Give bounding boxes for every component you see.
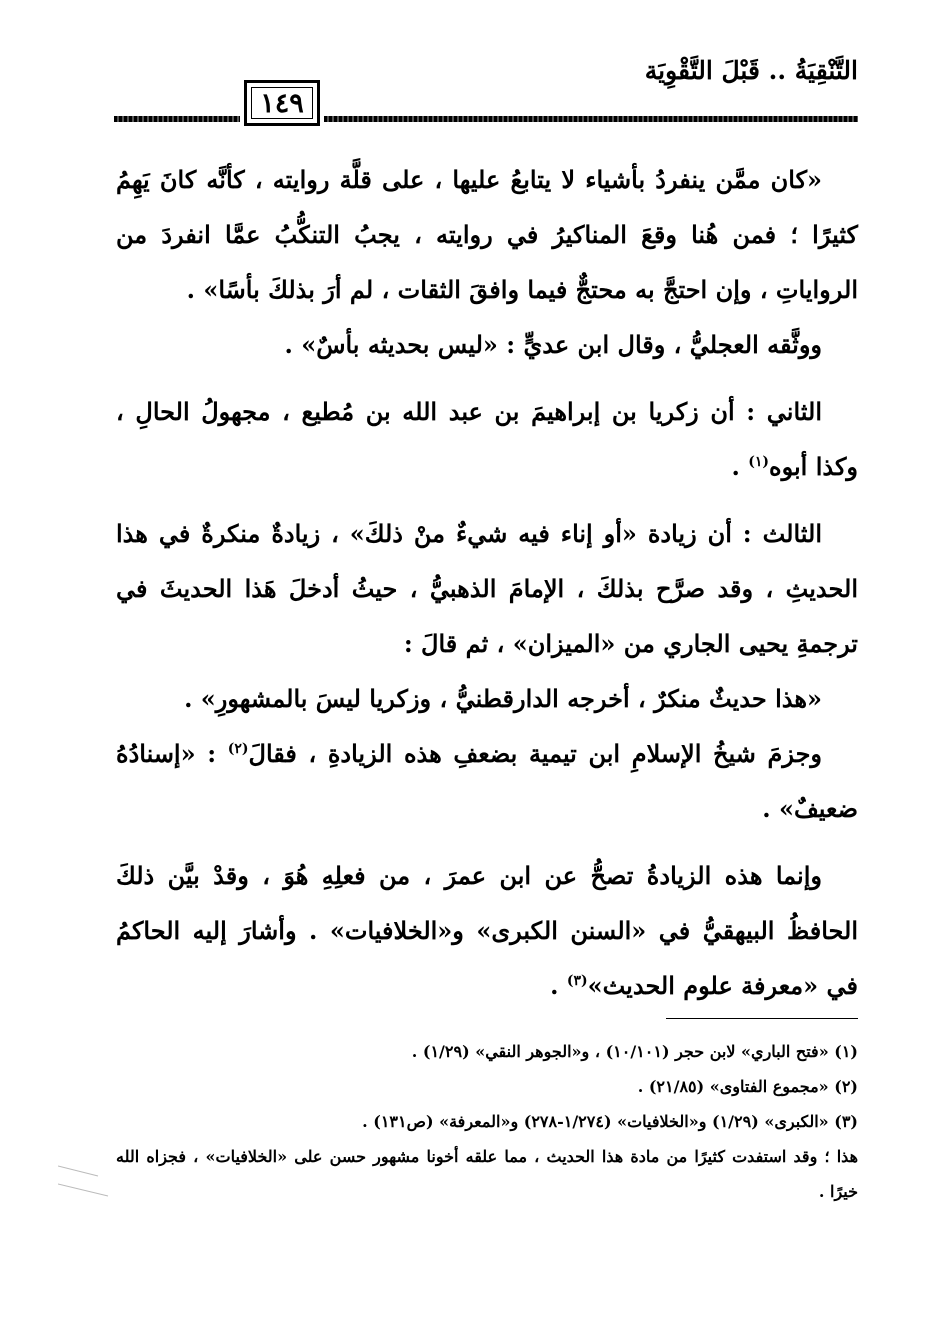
footnote-2: (٢) «مجموع الفتاوى» (٢١/٨٥) . bbox=[637, 1077, 858, 1096]
paragraph-tail: . bbox=[550, 971, 567, 1000]
header-rule-right bbox=[324, 116, 858, 122]
paragraph-text-before: : أن زيادة bbox=[636, 519, 752, 548]
paragraph-text: وإنما هذه الزيادةُ تصحُّ عن ابن عمرَ ، من فعلِهِ هُوَ ، وقدْ بيَّن ذلكَ الحافظُ البيهقيُّ في «السنن الكبرى» و«الخلافيات» . وأشارَ إليه الحاكمُ في «معرفة علوم الحديث» bbox=[116, 861, 858, 1000]
paragraph-ibn-umar bbox=[116, 848, 858, 1013]
footnote-1: (١) «فتح الباري» لابن حجر (١٠/١٠١) ، و«الجوهر النقي» (١/٢٩) . bbox=[411, 1042, 858, 1061]
paragraph-quote-1 bbox=[116, 152, 858, 317]
bold-quote: «أو إناء فيه شيءٌ منْ ذلكَ» bbox=[349, 519, 637, 548]
running-header-title: التَّنْقِيَةُ .. قَبْلَ التَّقْوِيَة bbox=[644, 56, 858, 85]
paragraph-second bbox=[116, 384, 858, 494]
paragraph-tail: . bbox=[731, 452, 749, 481]
paragraph-ibn-taymiyya bbox=[116, 726, 858, 836]
page-number-box bbox=[244, 80, 320, 126]
page-number: ١٤٩ bbox=[260, 87, 304, 119]
paragraph-text: ، زيادةٌ منكرةٌ في هذا الحديثِ ، وقد صرَّح بذلكَ ، الإمامَ الذهبيُّ ، حيثُ أدخلَ هَذا الحديثَ في ترجمةِ يحيى الجاري من «الميزان» ، ثم قالَ : bbox=[116, 519, 858, 658]
footnote-ref-2[interactable]: (٢) bbox=[227, 741, 249, 757]
body-text bbox=[116, 152, 858, 1013]
scan-artifact-lines bbox=[58, 1162, 118, 1202]
paragraph-label: الثاني bbox=[766, 397, 822, 426]
paragraph-label: الثالث bbox=[762, 519, 823, 548]
header-rule-left bbox=[114, 116, 240, 122]
paragraph-third bbox=[116, 506, 858, 671]
paragraph-ijli bbox=[116, 317, 858, 372]
paragraph-text: «هذا حديثٌ منكرٌ ، أخرجه الدارقطنيُّ ، وزكريا ليسَ بالمشهورِ» . bbox=[184, 684, 822, 713]
footnote-3: (٣) «الكبرى» (١/٢٩) و«الخلافيات» (١/٢٧٤-٢٧٨) و«المعرفة» (ص١٣١) . bbox=[362, 1112, 858, 1131]
footnote-note: هذا ؛ وقد استفدت كثيرًا من مادة هذا الحديث ، مما علقه أخونا مشهور حسن على «الخلافيات» ، فجزاه الله خيرًا . bbox=[116, 1147, 859, 1201]
footnote-ref-3[interactable]: (٣) bbox=[566, 973, 588, 989]
paragraph-dhahabi-quote bbox=[116, 671, 858, 726]
paragraph-text: : أن زكريا بن إبراهيمَ بن عبد الله بن مُطيع ، مجهولُ الحالِ ، وكذا أبوه bbox=[116, 397, 858, 481]
paragraph-text: «كان ممَّن ينفردُ بأشياء لا يتابعُ عليها ، على قلَّة روايته ، كأنَّه كانَ يَهِمُ كثيرًا ؛ فمن هُنا وقعَ المناكيرُ في روايته ، يجبُ التنكُّبُ عمَّا انفردَ من الرواياتِ ، وإن احتجَّ به محتجٌّ فيما وافقَ الثقات ، لم أرَ بذلكَ بأسًا» . bbox=[116, 165, 858, 304]
paragraph-text: وجزمَ شيخُ الإسلامِ ابن تيمية بضعفِ هذه الزيادةِ ، فقالَ bbox=[248, 739, 822, 768]
paragraph-tail: : «إسنادُهُ ضعيفٌ» . bbox=[116, 739, 858, 823]
footnote-separator bbox=[666, 1018, 858, 1019]
footnotes bbox=[116, 1034, 858, 1209]
paragraph-text: ووثَّقه العجليُّ ، وقال ابن عديٍّ : «ليس بحديثه بأسٌ» . bbox=[284, 330, 822, 359]
footnote-ref-1[interactable]: (١) bbox=[748, 454, 770, 470]
